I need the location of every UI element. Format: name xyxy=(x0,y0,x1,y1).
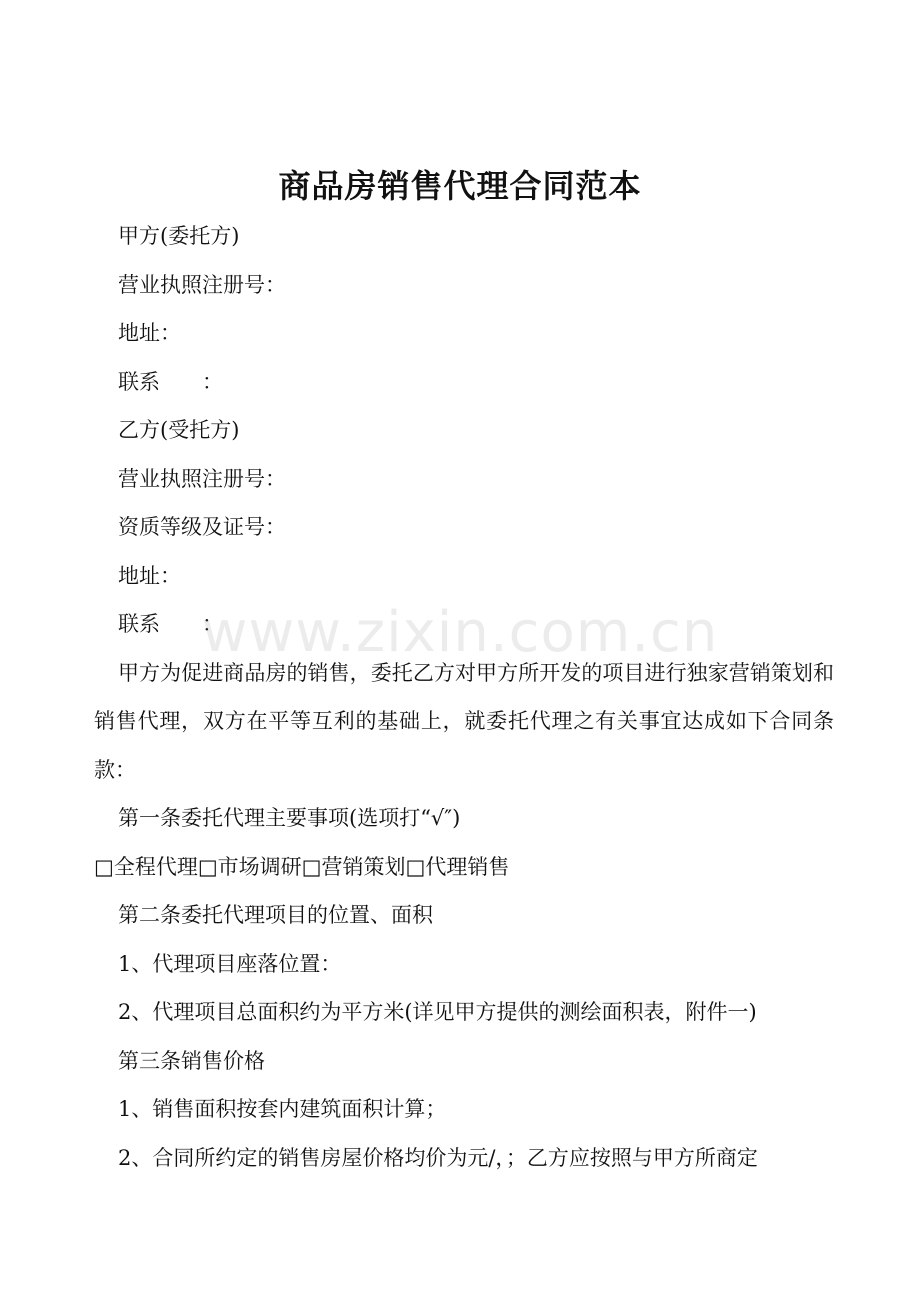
party-a-contact-field: 联系 ： xyxy=(118,369,223,394)
party-b-qualification-field: 资质等级及证号： xyxy=(118,515,286,539)
party-b-contact-field: 联系 ： xyxy=(118,612,223,636)
clause-2-heading: 第二条委托代理项目的位置、面积 xyxy=(118,903,433,927)
party-b-address-field: 地址： xyxy=(118,563,181,588)
party-a-heading: 甲方(委托方) xyxy=(118,224,240,248)
clause-3-item-1: 1、销售面积按套内建筑面积计算； xyxy=(118,1097,447,1121)
party-a-license-field: 营业执照注册号： xyxy=(118,272,286,297)
clause-3-item-2: 2、合同所约定的销售房屋价格均价为元/，；乙方应按照与甲方所商定 xyxy=(118,1145,758,1170)
clause-3-heading: 第三条销售价格 xyxy=(118,1048,265,1073)
party-b-heading: 乙方(受托方) xyxy=(118,418,240,442)
clause-2-item-1: 1、代理项目座落位置： xyxy=(118,951,342,976)
party-b-license-field: 营业执照注册号： xyxy=(118,466,286,491)
clause-1-heading: 第一条委托代理主要事项(选项打“√″) xyxy=(118,806,461,830)
clause-2-item-2: 2、代理项目总面积约为平方米(详见甲方提供的测绘面积表，附件一) xyxy=(118,1000,757,1024)
clause-1-options: □全程代理□市场调研□营销策划□代理销售 xyxy=(94,854,510,879)
party-a-address-field: 地址： xyxy=(118,321,181,345)
document-title: 商品房销售代理合同范本 xyxy=(278,167,642,205)
intro-paragraph: 甲方为促进商品房的销售，委托乙方对甲方所开发的项目进行独家营销策划和销售代理，双方在平等互利的基础上，就委托代理之有关事宜达成如下合同条款： xyxy=(94,660,834,782)
document-body xyxy=(94,212,834,1182)
watermark: www.zixin.com.cn xyxy=(201,600,719,665)
